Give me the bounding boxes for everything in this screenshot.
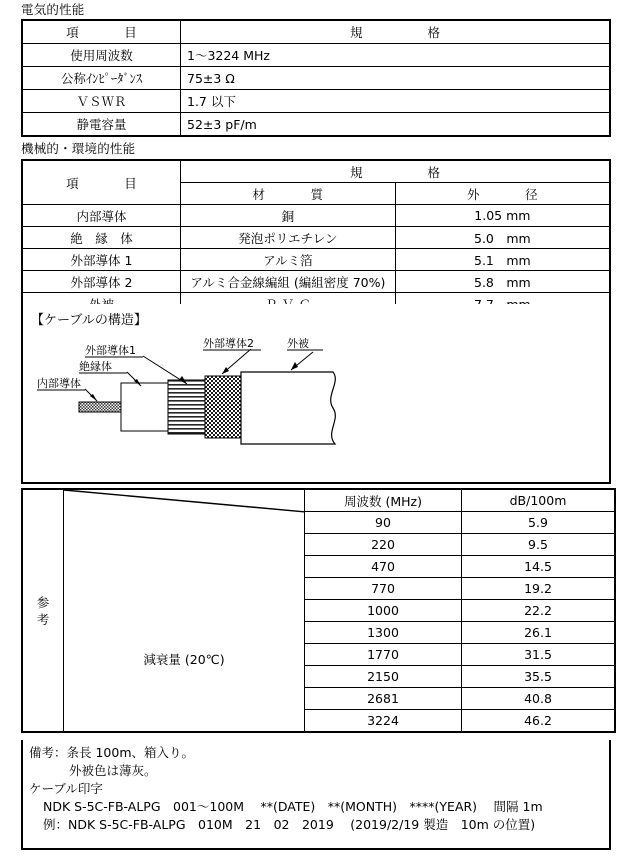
table-header-row (22, 489, 615, 512)
header-db: dB/100m (462, 489, 616, 512)
section-heading-electrical: 電気的性能 (21, 2, 85, 17)
header-frequency: 周波数 (MHz) (305, 489, 462, 512)
cell-db: 35.5 (462, 666, 616, 688)
table-header-row-top (22, 160, 610, 183)
reference-label-cell (22, 489, 64, 732)
row-outer-diameter: 5.8 mm (395, 271, 610, 293)
diagram-label-inner-conductor: 内部導体 (37, 377, 81, 390)
reference-label-char-2: 考 (36, 611, 50, 627)
row-item: ＶＳＷＲ (22, 90, 181, 113)
row-material: 発泡ポリエチレン (181, 227, 396, 249)
header-outer-diameter: 外 径 (395, 183, 610, 205)
attenuation-name-cell (64, 489, 305, 732)
row-item: 使用周波数 (22, 44, 181, 67)
cell-db: 9.5 (462, 534, 616, 556)
diagram-insulator (121, 383, 168, 431)
row-item: 外部導体 2 (22, 271, 181, 293)
note-line-cable-marking-format: NDK S-5C-FB-ALPG 001〜100M **(DATE) **(MONTH) ****(YEAR) 間隔 1m (43, 799, 543, 814)
table-row (22, 205, 610, 227)
cell-frequency: 770 (305, 578, 462, 600)
row-material: アルミ箔 (181, 249, 396, 271)
cell-db: 22.2 (462, 600, 616, 622)
row-outer-diameter: 1.05 mm (395, 205, 610, 227)
reference-label-char-1: 参 (36, 594, 50, 610)
diagram-jacket (241, 372, 335, 444)
diagram-label-outer-conductor-2: 外部導体2 (203, 337, 254, 350)
diagram-label-insulator: 絶縁体 (79, 360, 112, 373)
table-row (22, 90, 610, 113)
diagram-outer-conductor-1 (168, 380, 205, 434)
cable-structure-title: 【ケーブルの構造】 (31, 313, 147, 328)
mechanical-performance-table (21, 159, 611, 316)
row-spec: 1.7 以下 (181, 90, 611, 113)
note-line-jacket-color: 外被色は薄灰。 (69, 763, 157, 778)
table-header-row (22, 20, 610, 44)
row-item: 静電容量 (22, 113, 181, 137)
cell-frequency: 2681 (305, 688, 462, 710)
row-material: 銅 (181, 205, 396, 227)
section-heading-mechanical: 機械的・環境的性能 (21, 141, 136, 156)
cable-structure-panel (21, 304, 611, 484)
row-material: アルミ合金線編組 (編組密度 70%) (181, 271, 396, 293)
table-row (22, 113, 610, 137)
header-spec: 規 格 (181, 160, 611, 183)
cell-db: 19.2 (462, 578, 616, 600)
cell-frequency: 2150 (305, 666, 462, 688)
cell-frequency: 220 (305, 534, 462, 556)
table-row (22, 44, 610, 67)
diagram-label-outer-conductor-1: 外部導体1 (85, 344, 136, 357)
row-spec: 52±3 pF/m (181, 113, 611, 137)
cable-cross-section-diagram (23, 304, 609, 480)
cell-db: 14.5 (462, 556, 616, 578)
notes-panel (21, 740, 611, 850)
cell-frequency: 1000 (305, 600, 462, 622)
cell-frequency: 1300 (305, 622, 462, 644)
note-line-cable-marking-example: 例：NDK S-5C-FB-ALPG 010M 21 02 2019 (2019/2/19 製造 10m の位置) (43, 817, 536, 832)
cell-db: 5.9 (462, 512, 616, 534)
row-outer-diameter: 5.0 mm (395, 227, 610, 249)
table-row (22, 227, 610, 249)
electrical-performance-table (21, 19, 611, 137)
diagram-inner-conductor (79, 402, 121, 412)
table-row (22, 271, 610, 293)
table-row (22, 67, 610, 90)
row-outer-diameter: 5.1 mm (395, 249, 610, 271)
cell-db: 31.5 (462, 644, 616, 666)
cell-frequency: 3224 (305, 710, 462, 733)
row-item: 公称ｲﾝﾋﾟｰﾀﾞﾝｽ (22, 67, 181, 90)
diagram-label-jacket: 外被 (287, 337, 309, 350)
diagram-outer-conductor-2 (205, 376, 241, 438)
cell-frequency: 1770 (305, 644, 462, 666)
cell-frequency: 470 (305, 556, 462, 578)
cell-frequency: 90 (305, 512, 462, 534)
row-spec: 1〜3224 MHz (181, 44, 611, 67)
note-line-remarks: 備考：条長 100m、箱入り。 (29, 745, 195, 760)
header-spec: 規 格 (181, 20, 611, 44)
row-item: 内部導体 (22, 205, 181, 227)
header-material: 材 質 (181, 183, 396, 205)
cell-db: 40.8 (462, 688, 616, 710)
row-item: 絶 縁 体 (22, 227, 181, 249)
attenuation-row-label: 減衰量 (20℃) (143, 651, 225, 667)
header-item: 項 目 (22, 160, 181, 205)
note-line-cable-marking-title: ケーブル印字 (29, 781, 103, 796)
cell-db: 46.2 (462, 710, 616, 733)
table-row (22, 249, 610, 271)
cell-db: 26.1 (462, 622, 616, 644)
attenuation-reference-table (21, 488, 616, 733)
row-item: 外部導体 1 (22, 249, 181, 271)
header-item: 項 目 (22, 20, 181, 44)
row-spec: 75±3 Ω (181, 67, 611, 90)
